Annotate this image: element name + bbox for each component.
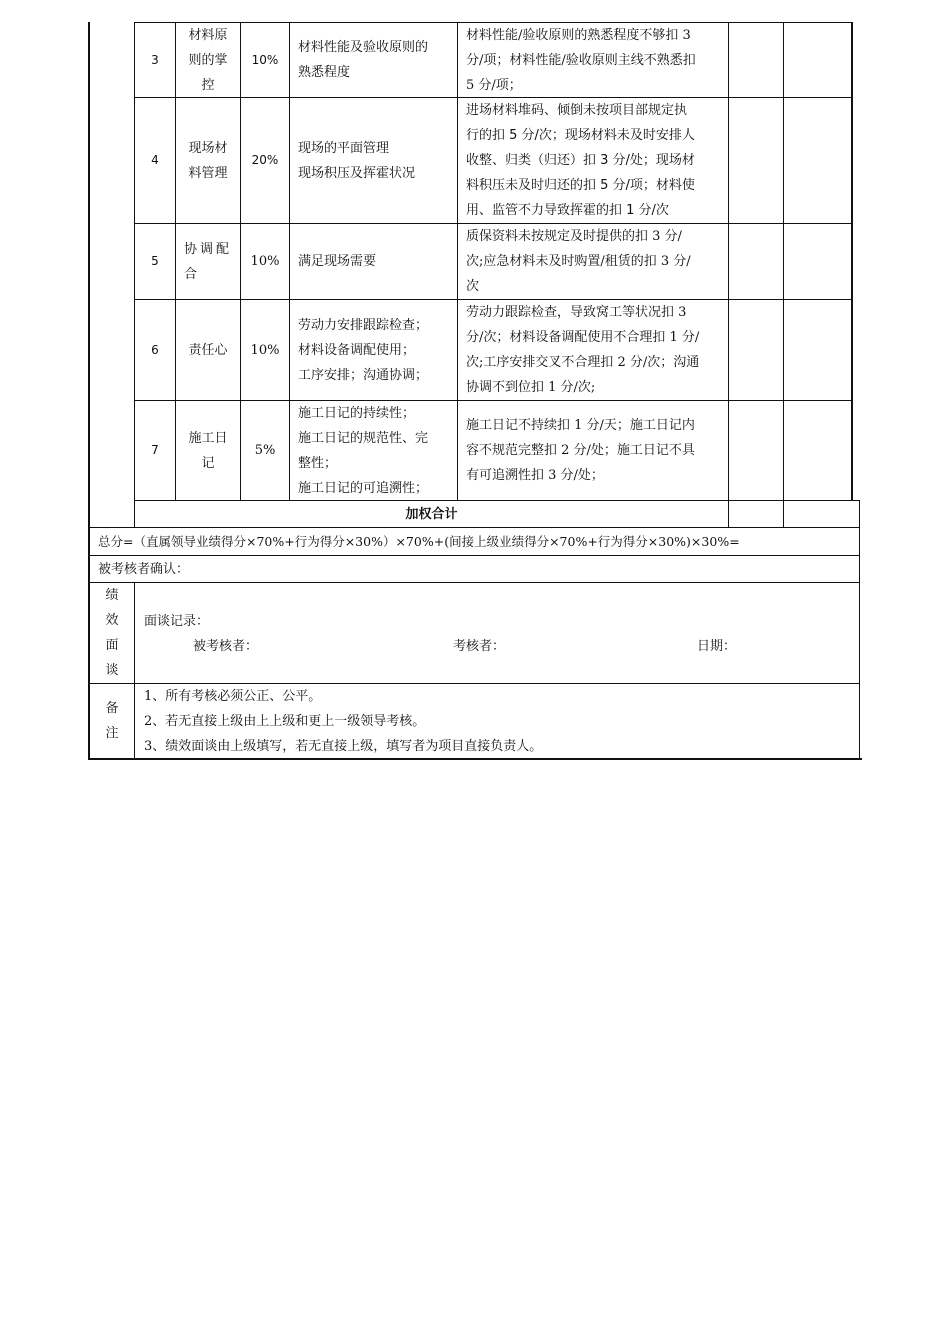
date-field[interactable] [697,634,847,658]
weight [241,401,289,500]
weight-text: 10% [251,52,279,67]
remark-item [144,684,854,709]
row-number [135,98,175,223]
item-name [176,98,240,223]
item-name [184,224,240,299]
appraisee-label: 被考核者： [193,638,259,654]
remark-item [144,709,854,734]
remarks-side-label-text: 备 注 [105,701,119,741]
item-name-text: 协调配 合 [184,241,233,282]
standard [298,224,456,299]
table-right-border [859,500,860,760]
remark-item-text: 1、所有考核必须公正、公平。 [144,689,322,704]
item-name-text: 施工日 记 [188,430,228,471]
rule [134,582,135,759]
weighted-total-text: 加权合计 [405,507,458,522]
appraisee-confirmation-text: 被考核者确认： [98,561,190,577]
deduction-text: 材料性能/验收原则的熟悉程度不够扣 3 分/项；材料性能/验收原则主线不熟悉扣 5 分/项； [466,27,696,93]
interview-record-text: 面谈记录： [144,613,210,629]
row-number [135,23,175,97]
appraiser-label: 考核者： [453,638,506,654]
total-formula [98,528,858,555]
item-name [176,300,240,400]
deduction [466,23,728,97]
deduction [466,224,728,299]
row-number-text: 5 [151,254,159,268]
row-number-text: 4 [151,153,159,167]
weight [241,300,289,400]
rule [457,22,458,500]
total-formula-text: 总分=（直属领导业绩得分×70%+行为得分×30%）×70%+(间接上级业绩得分×70%+行为得分×30%)×30%= [98,534,740,549]
weight [241,98,289,223]
standard-text: 劳动力安排跟踪检查； 材料设备调配使用； 工序安排；沟通协调； [298,317,429,383]
deduction-text: 质保资料未按规定及时提供的扣 3 分/ 次;应急材料未及时购置/租赁的扣 3 分/ 次 [466,229,691,294]
standard-text: 材料性能及验收原则的 熟悉程度 [298,40,429,80]
interview-record-label [144,609,344,633]
standard [298,300,456,400]
item-name [176,401,240,500]
date-label: 日期： [697,638,737,654]
deduction-text: 施工日记不持续扣 1 分/天；施工日记内 容不规范完整扣 2 分/处；施工日记不具 有可追溯性扣 3 分/处； [466,418,695,483]
row-number-text: 3 [151,52,159,67]
deduction [466,98,728,223]
remark-item-text: 2、若无直接上级由上上级和更上一级领导考核。 [144,714,426,729]
weight-text: 10% [250,342,280,358]
deduction [466,300,728,400]
row-number [135,401,175,500]
row-number-text: 6 [151,342,159,357]
weight-text: 20% [251,153,279,167]
standard-text: 满足现场需要 [298,254,377,269]
interview-side-label [90,583,134,683]
rule [289,22,290,500]
weight [241,23,289,97]
standard [298,98,456,223]
standard-text: 现场的平面管理 现场积压及挥霍状况 [298,140,416,181]
deduction [466,401,728,500]
rule [783,22,784,528]
standard [298,401,456,500]
remark-item [144,734,854,758]
remarks-side-label [90,684,134,758]
weight [241,224,289,299]
appraisee-signature-field[interactable] [193,634,343,658]
item-name-text: 现场材 料管理 [188,140,228,181]
interview-side-label-text: 绩 效 面 谈 [105,588,119,678]
item-name-text: 责任心 [188,342,228,358]
rule [851,22,853,501]
item-name-text: 材料原 则的掌 控 [188,27,228,93]
row-number-text: 7 [151,443,159,457]
deduction-text: 进场材料堆码、倾倒未按项目部规定执 行的扣 5 分/次；现场材料未及时安排人 收整、归类（归还）扣 3 分/处；现场材 料积压未及时归还的扣 5 分/项；材料使 用、监管不力导致挥霍的扣 1 分/次 [466,103,695,218]
row-number [135,300,175,400]
appraisee-confirmation [98,556,858,582]
item-name [176,23,240,97]
standard [298,23,456,97]
deduction-text: 劳动力跟踪检查，导致窝工等状况扣 3 分/次；材料设备调配使用不合理扣 1 分/ 次;工序安排交叉不合理扣 2 分/次；沟通 协调不到位扣 1 分/次; [466,305,700,395]
standard-text: 施工日记的持续性； 施工日记的规范性、完 整性； 施工日记的可追溯性； [298,405,429,496]
weighted-total-label [135,501,728,528]
row-number [135,224,175,299]
weight-text: 5% [254,443,276,458]
appraiser-signature-field[interactable] [453,634,603,658]
remark-item-text: 3、绩效面谈由上级填写，若无直接上级，填写者为项目直接负责人。 [144,738,543,754]
rule [728,22,729,528]
rule [89,582,860,583]
weight-text: 10% [250,254,280,269]
